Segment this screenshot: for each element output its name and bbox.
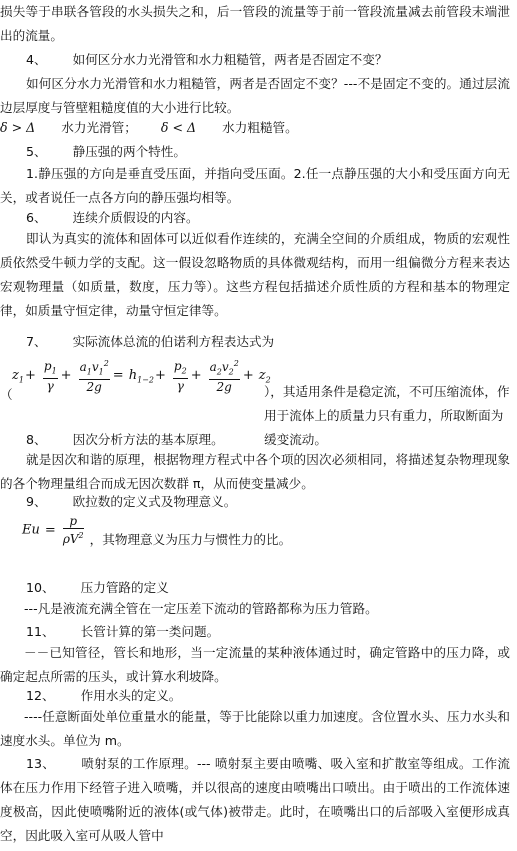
question-number: 4、	[26, 52, 47, 67]
paragraph-intro: 损失等于串联各管段的水头损失之和，后一管段的流量等于前一管段流量减去前管段末端泄出的流量。	[0, 4, 510, 43]
bernoulli-equation	[0, 355, 13, 402]
condition-rough: δ < Δ	[160, 120, 197, 135]
question-8-answer: 就是因次和谐的原理，根据物理方程式中各个项的因次必须相同，将描述复杂物理现象的各个物理量组合而成无因次数群 π，从而使变量减少。	[0, 452, 510, 491]
euler-number-formula: Eu = $\frac{p}{\rho V^2}$ ，其物理意义为压力与惯性力的比。	[22, 514, 292, 547]
question-11-answer: －－已知管径，管长和地形，当一定流量的某种液体通过时，确定管路中的压力降，或确定起点所需的压头，或计算水利坡降。	[0, 645, 510, 684]
euler-numerator: p	[63, 514, 84, 529]
question-number: 5、	[26, 144, 47, 159]
question-title: 欧拉数的定义式及物理意义。	[72, 494, 237, 509]
label-smooth-pipe: 水力光滑管；	[61, 120, 137, 135]
question-number: 6、	[26, 210, 47, 225]
question-title: 作用水头的定义。	[80, 688, 182, 703]
question-number: 7、	[26, 334, 47, 349]
bernoulli-conditions: ），其适用条件是稳定流，不可压缩流体，作用于流体上的质量力只有重力，所取断面为缓变流动。	[264, 384, 510, 447]
question-5-answer: 1.静压强的方向是垂直受压面，并指向受压面。2.任一点静压强的大小和受压面方向无关，或者说任一点各方向的静压强均相等。	[0, 166, 510, 205]
question-4-heading	[26, 52, 387, 68]
question-6-answer: 即认为真实的流体和固体可以近似看作连续的，充满全空间的介质组成，物质的宏观性质依然受牛顿力学的支配。这一假设忽略物质的具体微观结构，而用一组偏微分方程来表达宏观物理量（如质量，数度，压力等）。这些方程包括描述介质性质的方程和基本的物理定律，如质量守恒定律，动量守恒定律等。	[0, 231, 510, 318]
question-number: 13、	[26, 756, 56, 771]
question-number: 10、	[26, 580, 55, 595]
bernoulli-formula: $z_1+$ $\frac{p_1}{\gamma}$ + $\frac{a_1v_1^2}{2g}$ = $h_{1-2}+$ $\frac{p_2}{\gamma}$ + $\frac{a_2v_2^2}{2g}$ + $z_2$	[12, 358, 271, 395]
question-13-answer: 喷射泵主要由喷嘴、吸入室和扩散室等组成。工作流体在压力作用下经管子进入喷嘴，并以很高的速度由喷嘴出口喷出。由于喷出的工作流体速度极高，因此使喷嘴附近的液体(或气体)被带走。此时，在喷嘴出口的后部吸入室便形成真空，因此吸入室可从吸人管中	[0, 756, 510, 843]
question-title: 喷射泵的工作原理。---	[81, 756, 211, 771]
question-11-heading	[26, 624, 219, 640]
euler-denominator: $\rho V^2$	[62, 531, 84, 546]
question-title: 实际流体总流的伯诺利方程表达式为	[72, 334, 275, 349]
question-title: 连续介质假设的内容。	[72, 210, 199, 225]
question-12-answer: ----任意断面处单位重量水的能量，等于比能除以重力加速度。含位置水头、压力水头和速度水头。单位为 m。	[0, 709, 510, 748]
question-title: 因次分析方法的基本原理。	[72, 432, 224, 447]
question-title: 静压强的两个特性。	[72, 144, 186, 159]
question-4-answer: 如何区分水力光滑管和水力粗糙管，两者是否固定不变？---不是固定不变的。通过层流边层厚度与管壁粗糙度值的大小进行比较。	[0, 76, 510, 115]
question-8-heading	[26, 432, 224, 448]
question-5-heading	[26, 144, 186, 160]
question-10-answer: ---凡是液流充满全管在一定压差下流动的管路都称为压力管路。	[24, 601, 378, 616]
condition-smooth: δ > Δ	[0, 120, 36, 135]
question-title: 压力管路的定义	[80, 580, 169, 595]
euler-meaning: ，其物理意义为压力与惯性力的比。	[89, 531, 292, 547]
question-12-heading	[26, 688, 181, 704]
euler-symbol: Eu	[22, 522, 40, 538]
question-4-conditions	[0, 120, 298, 136]
equation-paren-open: （	[0, 387, 13, 402]
question-number: 8、	[26, 432, 47, 447]
question-title: 如何区分水力光滑管和水力粗糙管，两者是否固定不变？	[72, 52, 388, 67]
question-7-heading	[26, 334, 274, 350]
question-title: 长管计算的第一类问题。	[80, 624, 220, 639]
question-13	[0, 752, 510, 848]
question-number: 9、	[26, 494, 47, 509]
question-10-heading	[26, 580, 169, 596]
label-rough-pipe: 水力粗糙管。	[222, 120, 298, 135]
question-9-heading	[26, 494, 236, 510]
bernoulli-conditions-line1	[264, 384, 512, 456]
question-6-heading	[26, 210, 199, 226]
question-number: 11、	[26, 624, 55, 639]
question-number: 12、	[26, 688, 55, 703]
